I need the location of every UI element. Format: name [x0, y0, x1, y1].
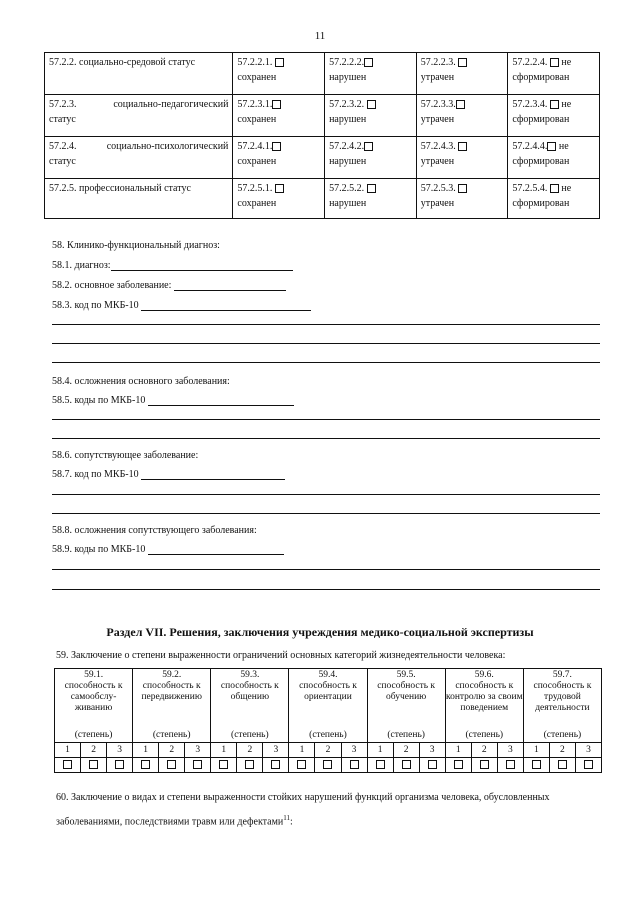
degree-number-row	[55, 743, 602, 758]
complications-codes-field[interactable]	[148, 395, 294, 406]
status-label: 57.2.4. социально-психологический статус	[45, 137, 233, 179]
status-option[interactable]: 57.2.4.3. утрачен	[416, 137, 508, 179]
category-header: 59.2. способность к передвижению (степень)	[133, 669, 211, 743]
checkbox-icon[interactable]	[89, 760, 98, 769]
checkbox-icon[interactable]	[558, 760, 567, 769]
degree-cell[interactable]	[81, 758, 107, 773]
complications-codes-line: 58.5. коды по МКБ-10	[52, 395, 294, 406]
degree-number: 2	[393, 743, 419, 758]
degree-number: 1	[289, 743, 315, 758]
status-option[interactable]: 57.2.4.4. не сформирован	[508, 137, 600, 179]
degree-number: 1	[133, 743, 159, 758]
checkbox-icon[interactable]	[219, 760, 228, 769]
checkbox-icon[interactable]	[272, 100, 281, 109]
degree-cell[interactable]	[185, 758, 211, 773]
q60-text: 60. Заключение о видах и степени выраженности стойких нарушений функций организма человека, обусловленных заболеваниями, последствиями травм или дефектами$^{11}$:	[56, 792, 550, 828]
degree-cell[interactable]	[471, 758, 497, 773]
category-header: 59.3. способность к общению (степень)	[211, 669, 289, 743]
degree-number: 2	[471, 743, 497, 758]
status-option[interactable]: 57.2.5.1. сохранен	[233, 179, 325, 219]
status-table	[44, 52, 600, 219]
degree-cell[interactable]	[341, 758, 367, 773]
checkbox-icon[interactable]	[275, 184, 284, 193]
degree-number: 3	[107, 743, 133, 758]
main-disease-field[interactable]	[174, 280, 286, 291]
degree-number: 1	[55, 743, 81, 758]
degree-number: 1	[211, 743, 237, 758]
footnote-marker: 11	[283, 814, 291, 822]
checkbox-icon[interactable]	[547, 142, 556, 151]
degree-checkbox-row	[55, 758, 602, 773]
status-option[interactable]: 57.2.4.2. нарушен	[325, 137, 417, 179]
blank-line[interactable]	[52, 419, 600, 420]
degree-cell[interactable]	[575, 758, 601, 773]
concomitant-complications-codes-line: 58.9. коды по МКБ-10	[52, 544, 284, 555]
degree-table	[54, 668, 602, 773]
concomitant-complications-codes-field[interactable]	[148, 544, 284, 555]
status-row	[45, 53, 600, 95]
checkbox-icon[interactable]	[376, 760, 385, 769]
checkbox-icon[interactable]	[350, 760, 359, 769]
degree-number: 1	[523, 743, 549, 758]
degree-cell[interactable]	[55, 758, 81, 773]
blank-line[interactable]	[52, 589, 600, 590]
degree-cell[interactable]	[393, 758, 419, 773]
blank-line[interactable]	[52, 513, 600, 514]
degree-cell[interactable]	[289, 758, 315, 773]
degree-number: 2	[81, 743, 107, 758]
degree-number: 3	[497, 743, 523, 758]
degree-cell[interactable]	[237, 758, 263, 773]
status-option[interactable]: 57.2.5.3. утрачен	[416, 179, 508, 219]
concomitant-complications-title: 58.8. осложнения сопутствующего заболевания:	[52, 525, 257, 536]
degree-number: 3	[341, 743, 367, 758]
degree-cell[interactable]	[497, 758, 523, 773]
degree-cell[interactable]	[445, 758, 471, 773]
degree-number: 3	[419, 743, 445, 758]
checkbox-icon[interactable]	[245, 760, 254, 769]
status-option[interactable]: 57.2.5.4. не сформирован	[508, 179, 600, 219]
blank-line[interactable]	[52, 438, 600, 439]
main-code-line: 58.3. код по МКБ-10	[52, 300, 311, 311]
degree-number: 2	[315, 743, 341, 758]
degree-cell[interactable]	[549, 758, 575, 773]
degree-cell[interactable]	[419, 758, 445, 773]
degree-number: 3	[185, 743, 211, 758]
q59-text: 59. Заключение о степени выраженности ограничений основных категорий жизнедеятельности человека:	[56, 650, 506, 661]
degree-cell[interactable]	[523, 758, 549, 773]
checkbox-icon[interactable]	[456, 100, 465, 109]
checkbox-icon[interactable]	[275, 58, 284, 67]
status-option[interactable]: 57.2.2.4. не сформирован	[508, 53, 600, 95]
checkbox-icon[interactable]	[63, 760, 72, 769]
degree-cell[interactable]	[211, 758, 237, 773]
category-header: 59.1. способность к самообслу-живанию (степень)	[55, 669, 133, 743]
diagnosis-field[interactable]	[111, 260, 293, 271]
blank-line[interactable]	[52, 569, 600, 570]
category-header: 59.5. способность к обучению (степень)	[367, 669, 445, 743]
checkbox-icon[interactable]	[458, 58, 467, 67]
checkbox-icon[interactable]	[297, 760, 306, 769]
degree-number: 3	[575, 743, 601, 758]
checkbox-icon[interactable]	[323, 760, 332, 769]
checkbox-icon[interactable]	[584, 760, 593, 769]
diagnosis-line: 58.1. диагноз:	[52, 260, 293, 271]
degree-number: 2	[159, 743, 185, 758]
status-row	[45, 137, 600, 179]
checkbox-icon[interactable]	[364, 142, 373, 151]
blank-line[interactable]	[52, 494, 600, 495]
checkbox-icon[interactable]	[364, 58, 373, 67]
status-label: 57.2.3. социально-педагогический статус	[45, 95, 233, 137]
degree-number: 3	[263, 743, 289, 758]
category-header: 59.7. способность к трудовой деятельности (степень)	[523, 669, 601, 743]
status-option[interactable]: 57.2.4.1. сохранен	[233, 137, 325, 179]
concomitant-code-line: 58.7. код по МКБ-10	[52, 469, 285, 480]
blank-line[interactable]	[52, 324, 600, 325]
category-header: 59.6. способность к контролю за своим поведением (степень)	[445, 669, 523, 743]
degree-cell[interactable]	[263, 758, 289, 773]
degree-number: 1	[445, 743, 471, 758]
checkbox-icon[interactable]	[550, 58, 559, 67]
degree-cell[interactable]	[315, 758, 341, 773]
degree-number: 1	[367, 743, 393, 758]
page-number: 11	[314, 30, 326, 42]
diagnosis-title: 58. Клинико-функциональный диагноз:	[52, 240, 220, 251]
degree-number: 2	[237, 743, 263, 758]
checkbox-icon[interactable]	[193, 760, 202, 769]
status-option[interactable]: 57.2.5.2. нарушен	[325, 179, 417, 219]
degree-cell[interactable]	[107, 758, 133, 773]
blank-line[interactable]	[52, 362, 600, 363]
status-row	[45, 179, 600, 219]
status-label: 57.2.2. социально-средовой статус	[45, 53, 233, 95]
status-option[interactable]: 57.2.2.2. нарушен	[325, 53, 417, 95]
checkbox-icon[interactable]	[506, 760, 515, 769]
degree-cell[interactable]	[367, 758, 393, 773]
status-row	[45, 95, 600, 137]
checkbox-icon[interactable]	[115, 760, 124, 769]
checkbox-icon[interactable]	[458, 184, 467, 193]
section-title: Раздел VII. Решения, заключения учреждения медико-социальной экспертизы	[106, 625, 534, 639]
checkbox-icon[interactable]	[532, 760, 541, 769]
checkbox-icon[interactable]	[271, 760, 280, 769]
checkbox-icon[interactable]	[458, 142, 467, 151]
checkbox-icon[interactable]	[367, 100, 376, 109]
concomitant-title: 58.6. сопутствующее заболевание:	[52, 450, 199, 461]
status-option[interactable]: 57.2.2.3. утрачен	[416, 53, 508, 95]
checkbox-icon[interactable]	[272, 142, 281, 151]
status-option[interactable]: 57.2.3.4. не сформирован	[508, 95, 600, 137]
status-label: 57.2.5. профессиональный статус	[45, 179, 233, 219]
status-option[interactable]: 57.2.3.3. утрачен	[416, 95, 508, 137]
concomitant-code-field[interactable]	[141, 469, 285, 480]
checkbox-icon[interactable]	[480, 760, 489, 769]
status-option[interactable]: 57.2.3.2. нарушен	[325, 95, 417, 137]
checkbox-icon[interactable]	[402, 760, 411, 769]
degree-number: 2	[549, 743, 575, 758]
checkbox-icon[interactable]	[167, 760, 176, 769]
checkbox-icon[interactable]	[550, 100, 559, 109]
degree-cell[interactable]	[133, 758, 159, 773]
category-header: 59.4. способность к ориентации (степень)	[289, 669, 367, 743]
category-header-row	[55, 669, 602, 743]
degree-cell[interactable]	[159, 758, 185, 773]
status-option[interactable]: 57.2.2.1. сохранен	[233, 53, 325, 95]
checkbox-icon[interactable]	[428, 760, 437, 769]
main-code-field[interactable]	[141, 300, 311, 311]
checkbox-icon[interactable]	[454, 760, 463, 769]
blank-line[interactable]	[52, 343, 600, 344]
main-disease-line: 58.2. основное заболевание:	[52, 280, 286, 291]
checkbox-icon[interactable]	[141, 760, 150, 769]
complications-title: 58.4. осложнения основного заболевания:	[52, 376, 230, 387]
status-option[interactable]: 57.2.3.1. сохранен	[233, 95, 325, 137]
checkbox-icon[interactable]	[367, 184, 376, 193]
checkbox-icon[interactable]	[550, 184, 559, 193]
